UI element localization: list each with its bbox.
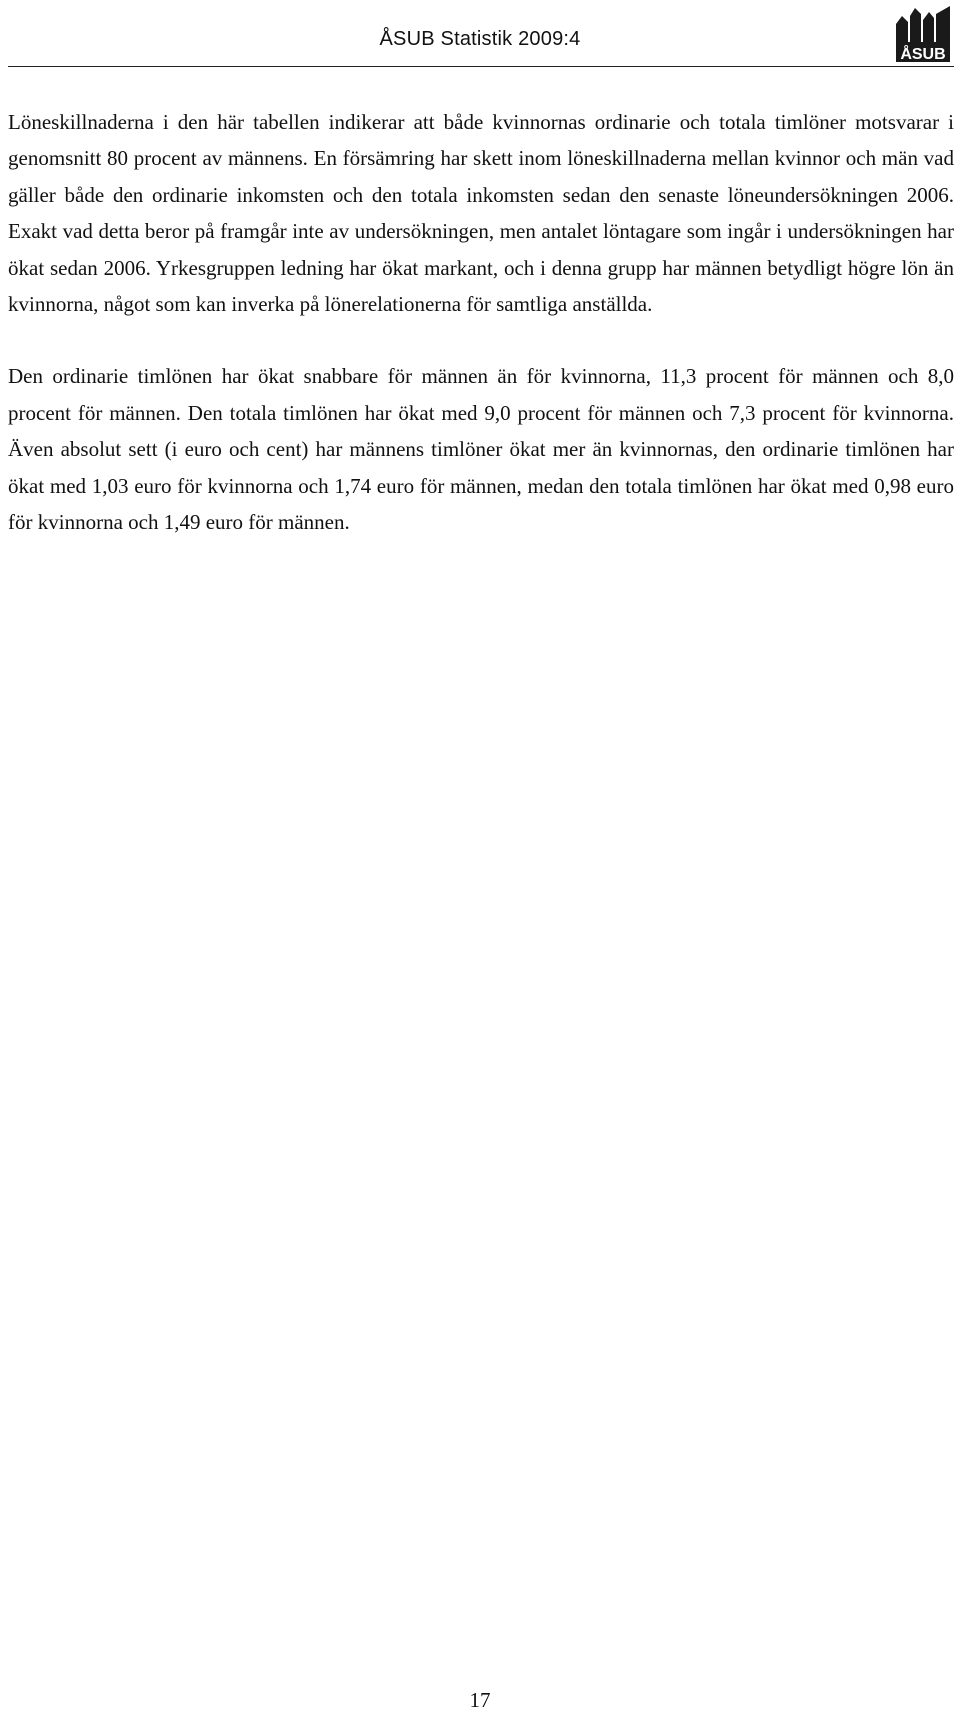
header-title: ÅSUB Statistik 2009:4 <box>379 28 581 50</box>
paragraph: Löneskillnaderna i den här tabellen indikerar att både kvinnornas ordinarie och totala timlöner motsvarar i genomsnitt 80 procent av männens. En försämring har skett inom löneskillnaderna mellan kvinnor och män vad gäller både den ordinarie inkomsten och den totala inkomsten sedan den senaste löneundersökningen 2006. Exakt vad detta beror på framgår inte av undersökningen, men antalet löntagare som ingår i undersökningen har ökat sedan 2006. Yrkesgruppen ledning har ökat markant, och i denna grupp har männen betydligt högre lön än kvinnorna, något som kan inverka på lönerelationerna för samtliga anställda. <box>8 110 954 317</box>
header-divider <box>8 66 954 67</box>
paragraph: Den ordinarie timlönen har ökat snabbare för männen än för kvinnorna, 11,3 procent för männen och 8,0 procent för männen. Den totala timlönen har ökat med 9,0 procent för männen och 7,3 procent för kvinnorna. Även absolut sett (i euro och cent) har männens timlöner ökat mer än kvinnornas, den ordinarie timlönen har ökat med 1,03 euro för kvinnorna och 1,74 euro för männen, medan den totala timlönen har ökat med 0,98 euro för kvinnorna och 1,49 euro för männen. <box>8 364 954 535</box>
asub-logo-icon <box>894 4 954 64</box>
page-header <box>0 0 960 70</box>
page-number: 17 <box>469 1688 491 1712</box>
body-text <box>8 104 954 576</box>
logo-text: ÅSUB <box>900 46 946 63</box>
